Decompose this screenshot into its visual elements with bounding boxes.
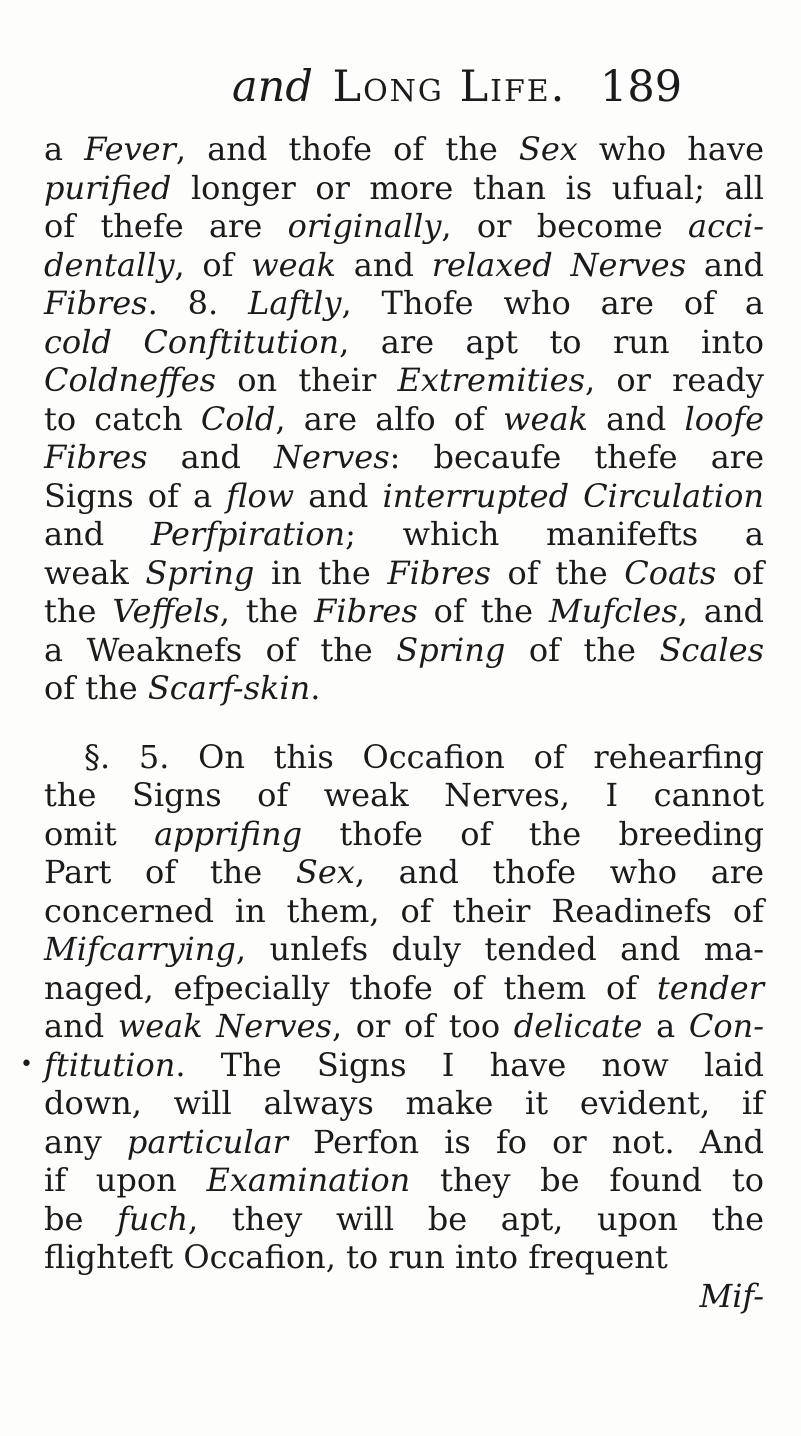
text-segment: naged, efpecially thofe of them of — [44, 968, 657, 1007]
text-segment: , or ready — [585, 361, 765, 399]
text-line — [44, 1161, 764, 1200]
text-segment: in the — [254, 553, 388, 592]
text-segment: Sex — [518, 130, 578, 168]
text-segment: Scarf-skin — [147, 669, 311, 707]
text-segment: Perfpiration — [150, 515, 346, 553]
text-segment: and — [44, 1007, 118, 1045]
text-segment: , are alfo of — [275, 399, 504, 438]
text-segment: , unlefs duly tended and ma- — [235, 930, 764, 968]
text-segment: , and — [677, 592, 765, 630]
text-segment: of the — [44, 669, 148, 707]
text-line — [44, 400, 764, 439]
running-head — [232, 62, 732, 122]
body-text — [44, 130, 764, 1315]
text-line — [44, 892, 764, 931]
text-segment: of the — [505, 630, 660, 669]
text-segment: relaxed Nerves — [431, 245, 687, 284]
text-segment: Fibres — [387, 553, 491, 592]
text-segment: and — [336, 245, 432, 284]
text-segment: acci- — [688, 207, 765, 245]
text-segment: any — [44, 1122, 127, 1161]
text-line — [44, 246, 764, 285]
paragraph-1 — [44, 130, 764, 708]
text-segment: dentally — [44, 245, 175, 284]
text-segment: and — [686, 245, 765, 284]
text-segment: of the — [490, 553, 625, 592]
running-head-title: Long Life. — [332, 62, 567, 112]
text-segment: the Signs of weak Nerves, I cannot — [44, 776, 764, 814]
text-segment: weak Nerves — [117, 1007, 332, 1045]
text-segment: be — [44, 1199, 118, 1238]
text-segment: fuch — [117, 1199, 189, 1238]
text-line — [44, 1238, 764, 1277]
text-segment: Laftly — [248, 284, 342, 322]
text-segment: a — [642, 1007, 689, 1045]
catchword: Mif- — [699, 1276, 764, 1315]
text-segment: Signs of a — [44, 476, 227, 515]
text-segment: , and thofe of the — [175, 130, 519, 168]
text-segment: omit — [44, 814, 155, 853]
text-segment: Veffels — [112, 592, 220, 630]
text-line — [44, 169, 764, 208]
text-line — [44, 1046, 764, 1085]
text-segment: they be found to — [410, 1161, 765, 1199]
text-line — [44, 815, 764, 854]
text-line — [44, 515, 764, 554]
text-segment: concerned in them, of their Readinefs of — [44, 891, 764, 930]
text-segment: cold Conftitution — [44, 322, 340, 361]
text-segment: Perfon is fo or not. And — [287, 1122, 764, 1161]
text-line — [44, 738, 764, 777]
text-segment: Examination — [206, 1161, 411, 1199]
text-segment: Sex — [295, 853, 355, 891]
text-segment: a — [44, 130, 85, 168]
running-head-and: and — [232, 62, 313, 112]
text-segment: §. 5. On this Occafion of rehearfing — [84, 737, 764, 776]
text-segment: . — [310, 669, 321, 707]
text-line — [44, 930, 764, 969]
text-segment: interrupted Circulation — [382, 476, 765, 515]
text-segment: Con- — [688, 1007, 765, 1045]
text-line — [44, 1123, 764, 1162]
text-line — [44, 631, 764, 670]
text-segment: flighteft Occafion, to run into frequent — [44, 1238, 668, 1276]
text-segment: down, will always make it evident, if — [44, 1084, 764, 1122]
text-segment: Coats — [624, 553, 717, 592]
text-segment: loofe — [684, 399, 765, 438]
text-segment: and — [587, 399, 685, 438]
text-segment: Coldneffes — [44, 361, 217, 399]
text-segment: ftitution — [44, 1045, 176, 1084]
text-segment: thofe of the breeding — [302, 814, 765, 853]
text-segment: . 8. — [147, 284, 249, 322]
text-segment: weak — [44, 553, 146, 592]
text-segment: Mufcles — [549, 592, 678, 630]
text-segment: , Thofe who are of a — [341, 284, 765, 322]
text-segment: the — [44, 592, 113, 630]
margin-mark: • — [20, 1052, 33, 1077]
text-segment: to catch — [44, 399, 201, 438]
text-line — [44, 323, 764, 362]
text-line — [44, 361, 764, 400]
text-segment: tender — [656, 968, 764, 1007]
text-line — [44, 1007, 764, 1046]
text-line — [44, 284, 764, 323]
text-segment: delicate — [513, 1007, 643, 1045]
text-segment: , and thofe who are — [354, 853, 764, 891]
text-segment: Extremities — [397, 361, 585, 399]
page-number: 189 — [600, 62, 683, 112]
text-segment: of — [716, 553, 765, 592]
text-segment: ; which manifefts a — [345, 515, 765, 553]
text-segment: Spring — [396, 630, 506, 669]
text-segment: , or of too — [331, 1007, 514, 1045]
text-line — [44, 669, 764, 708]
text-line — [44, 1200, 764, 1239]
text-segment: of thefe are — [44, 207, 288, 245]
text-segment: : becaufe thefe are — [389, 438, 765, 476]
text-segment: , of — [174, 245, 252, 284]
text-segment: flow — [226, 476, 295, 515]
text-segment: Mifcarrying — [44, 930, 236, 968]
text-segment: weak — [503, 399, 588, 438]
text-line — [44, 438, 764, 477]
text-segment: a Weaknefs of the — [44, 630, 397, 669]
text-segment: particular — [126, 1122, 288, 1161]
text-line — [44, 1084, 764, 1123]
text-segment: Part of the — [44, 853, 296, 891]
text-segment: on their — [216, 361, 398, 399]
text-segment: Nerves — [273, 438, 390, 476]
text-segment: and — [294, 476, 383, 515]
text-line — [44, 554, 764, 593]
paragraph-2 — [44, 738, 764, 1277]
text-segment: , are apt to run into — [339, 322, 765, 361]
text-segment: purified — [44, 168, 172, 207]
text-segment: Fibres — [314, 592, 418, 630]
text-segment: , or become — [441, 207, 689, 245]
text-segment: and — [147, 438, 274, 476]
text-segment: weak — [251, 245, 337, 284]
text-line — [44, 969, 764, 1008]
text-segment: originally — [287, 207, 442, 245]
text-segment: Fibres — [44, 284, 148, 322]
text-line — [44, 853, 764, 892]
paragraph-gap — [44, 708, 764, 738]
text-segment: and — [44, 515, 151, 553]
text-segment: who have — [577, 130, 765, 168]
text-line — [44, 592, 764, 631]
text-segment: Fever — [84, 130, 176, 168]
text-segment: of the — [417, 592, 550, 630]
text-segment: Fibres — [44, 438, 148, 476]
text-line — [44, 130, 764, 169]
text-segment: , they will be apt, upon the — [188, 1199, 765, 1238]
text-segment: if upon — [44, 1161, 207, 1199]
text-line — [44, 477, 764, 516]
text-line — [44, 776, 764, 815]
text-segment: Scales — [659, 630, 765, 669]
text-segment: Spring — [145, 553, 255, 592]
text-segment: apprifing — [154, 814, 303, 853]
text-segment: . The Signs I have now laid — [175, 1045, 764, 1084]
text-segment: Cold — [200, 399, 276, 438]
text-segment: longer or more than is ufual; all — [171, 168, 764, 207]
text-segment: , the — [219, 592, 315, 630]
text-line — [44, 207, 764, 246]
